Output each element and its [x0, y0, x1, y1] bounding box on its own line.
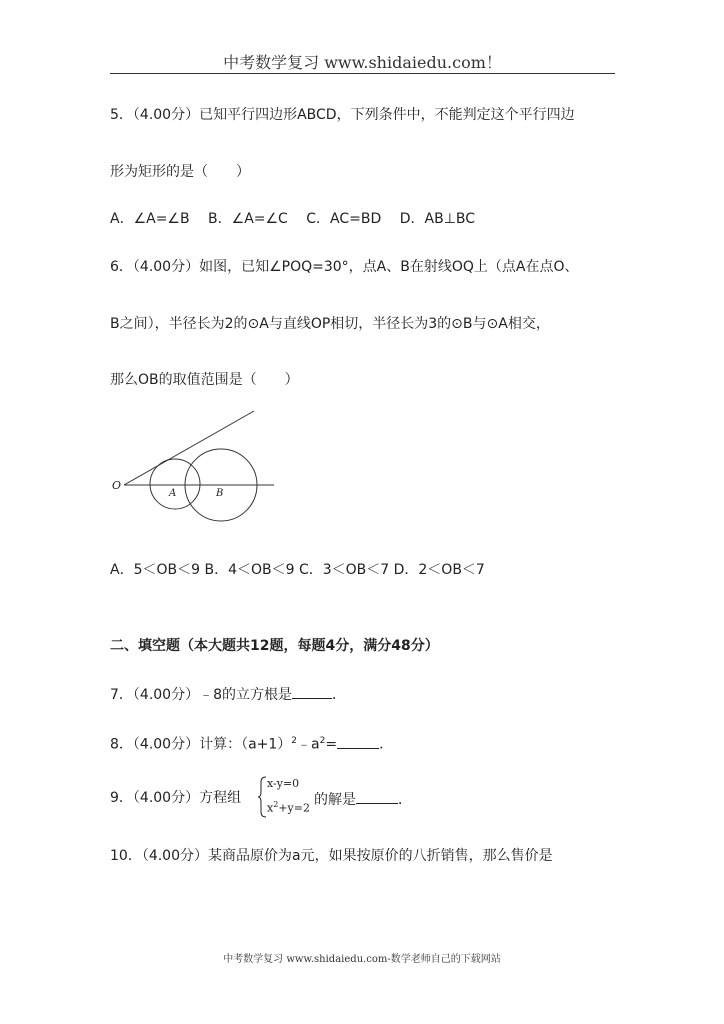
q9-equation-system: [258, 776, 318, 818]
q7-line: [110, 684, 346, 704]
section2-title: 二、填空题（本大题共12题，每题4分，满分48分）: [110, 638, 439, 654]
q8-end: ．: [379, 736, 394, 753]
q9-end: ．: [398, 792, 412, 808]
q9-eq2: [267, 800, 310, 815]
q5-line1: 5．（4.00分）已知平行四边形ABCD，下列条件中，不能判定这个平行四边: [110, 107, 575, 123]
header-divider: [110, 73, 615, 74]
q9-answer-blank: [356, 789, 398, 804]
ray-op: [124, 411, 254, 485]
q8-line: [110, 732, 393, 754]
circle-a: [150, 459, 200, 509]
q6-geometry-figure: [110, 405, 280, 529]
q8-prefix: 8．（4.00分）计算：（a+1）: [110, 736, 292, 753]
q5-line2: 形为矩形的是（ ）: [110, 164, 250, 180]
q8-exp1: 2: [291, 736, 298, 746]
q8-eq: =: [325, 736, 338, 753]
q7-end: ．: [332, 687, 346, 703]
q10-line1: 10．（4.00分）某商品原价为a元，如果按原价的八折销售，那么售价是: [110, 848, 553, 864]
q8-answer-blank: [337, 734, 379, 749]
q9-suffix-line: [314, 789, 412, 809]
q6-line3: 那么OB的取值范围是（ ）: [110, 372, 299, 388]
q9-eq2-exp: 2: [273, 800, 279, 809]
label-a: A: [169, 488, 177, 499]
page-footer: 中考数学复习 www.shidaiedu.com-数学老师自己的下载网站: [223, 954, 501, 965]
page-header: 中考数学复习 www.shidaiedu.com！: [223, 53, 502, 72]
q9-suffix: 的解是: [314, 792, 356, 808]
q7-answer-blank: [292, 684, 332, 699]
q8-mid: ﹣a: [297, 736, 320, 753]
q6-line1: 6．（4.00分）如图，已知∠POQ=30°，点A、B在射线OQ上（点A在点O、: [110, 259, 579, 275]
geometry-svg: [110, 405, 280, 525]
q9-prefix: 9．（4.00分）方程组: [110, 790, 242, 806]
q8-exp2: 2: [319, 736, 326, 746]
label-o: O: [112, 479, 122, 492]
q9-eq2-base: x: [267, 801, 274, 815]
q6-options: A．5＜OB＜9 B．4＜OB＜9 C．3＜OB＜7 D．2＜OB＜7: [110, 562, 485, 578]
q5-options: A．∠A=∠B B．∠A=∠C C．AC=BD D．AB⊥BC: [110, 211, 476, 227]
label-b: B: [216, 488, 224, 499]
q6-line2: B之间），半径长为2的⊙A与直线OP相切，半径长为3的⊙B与⊙A相交，: [110, 316, 550, 332]
q7-text: 7．（4.00分）﹣8的立方根是: [110, 687, 292, 703]
q9-eq2-rest: +y=2: [278, 801, 310, 815]
q9-eq1: x-y=0: [267, 777, 300, 790]
